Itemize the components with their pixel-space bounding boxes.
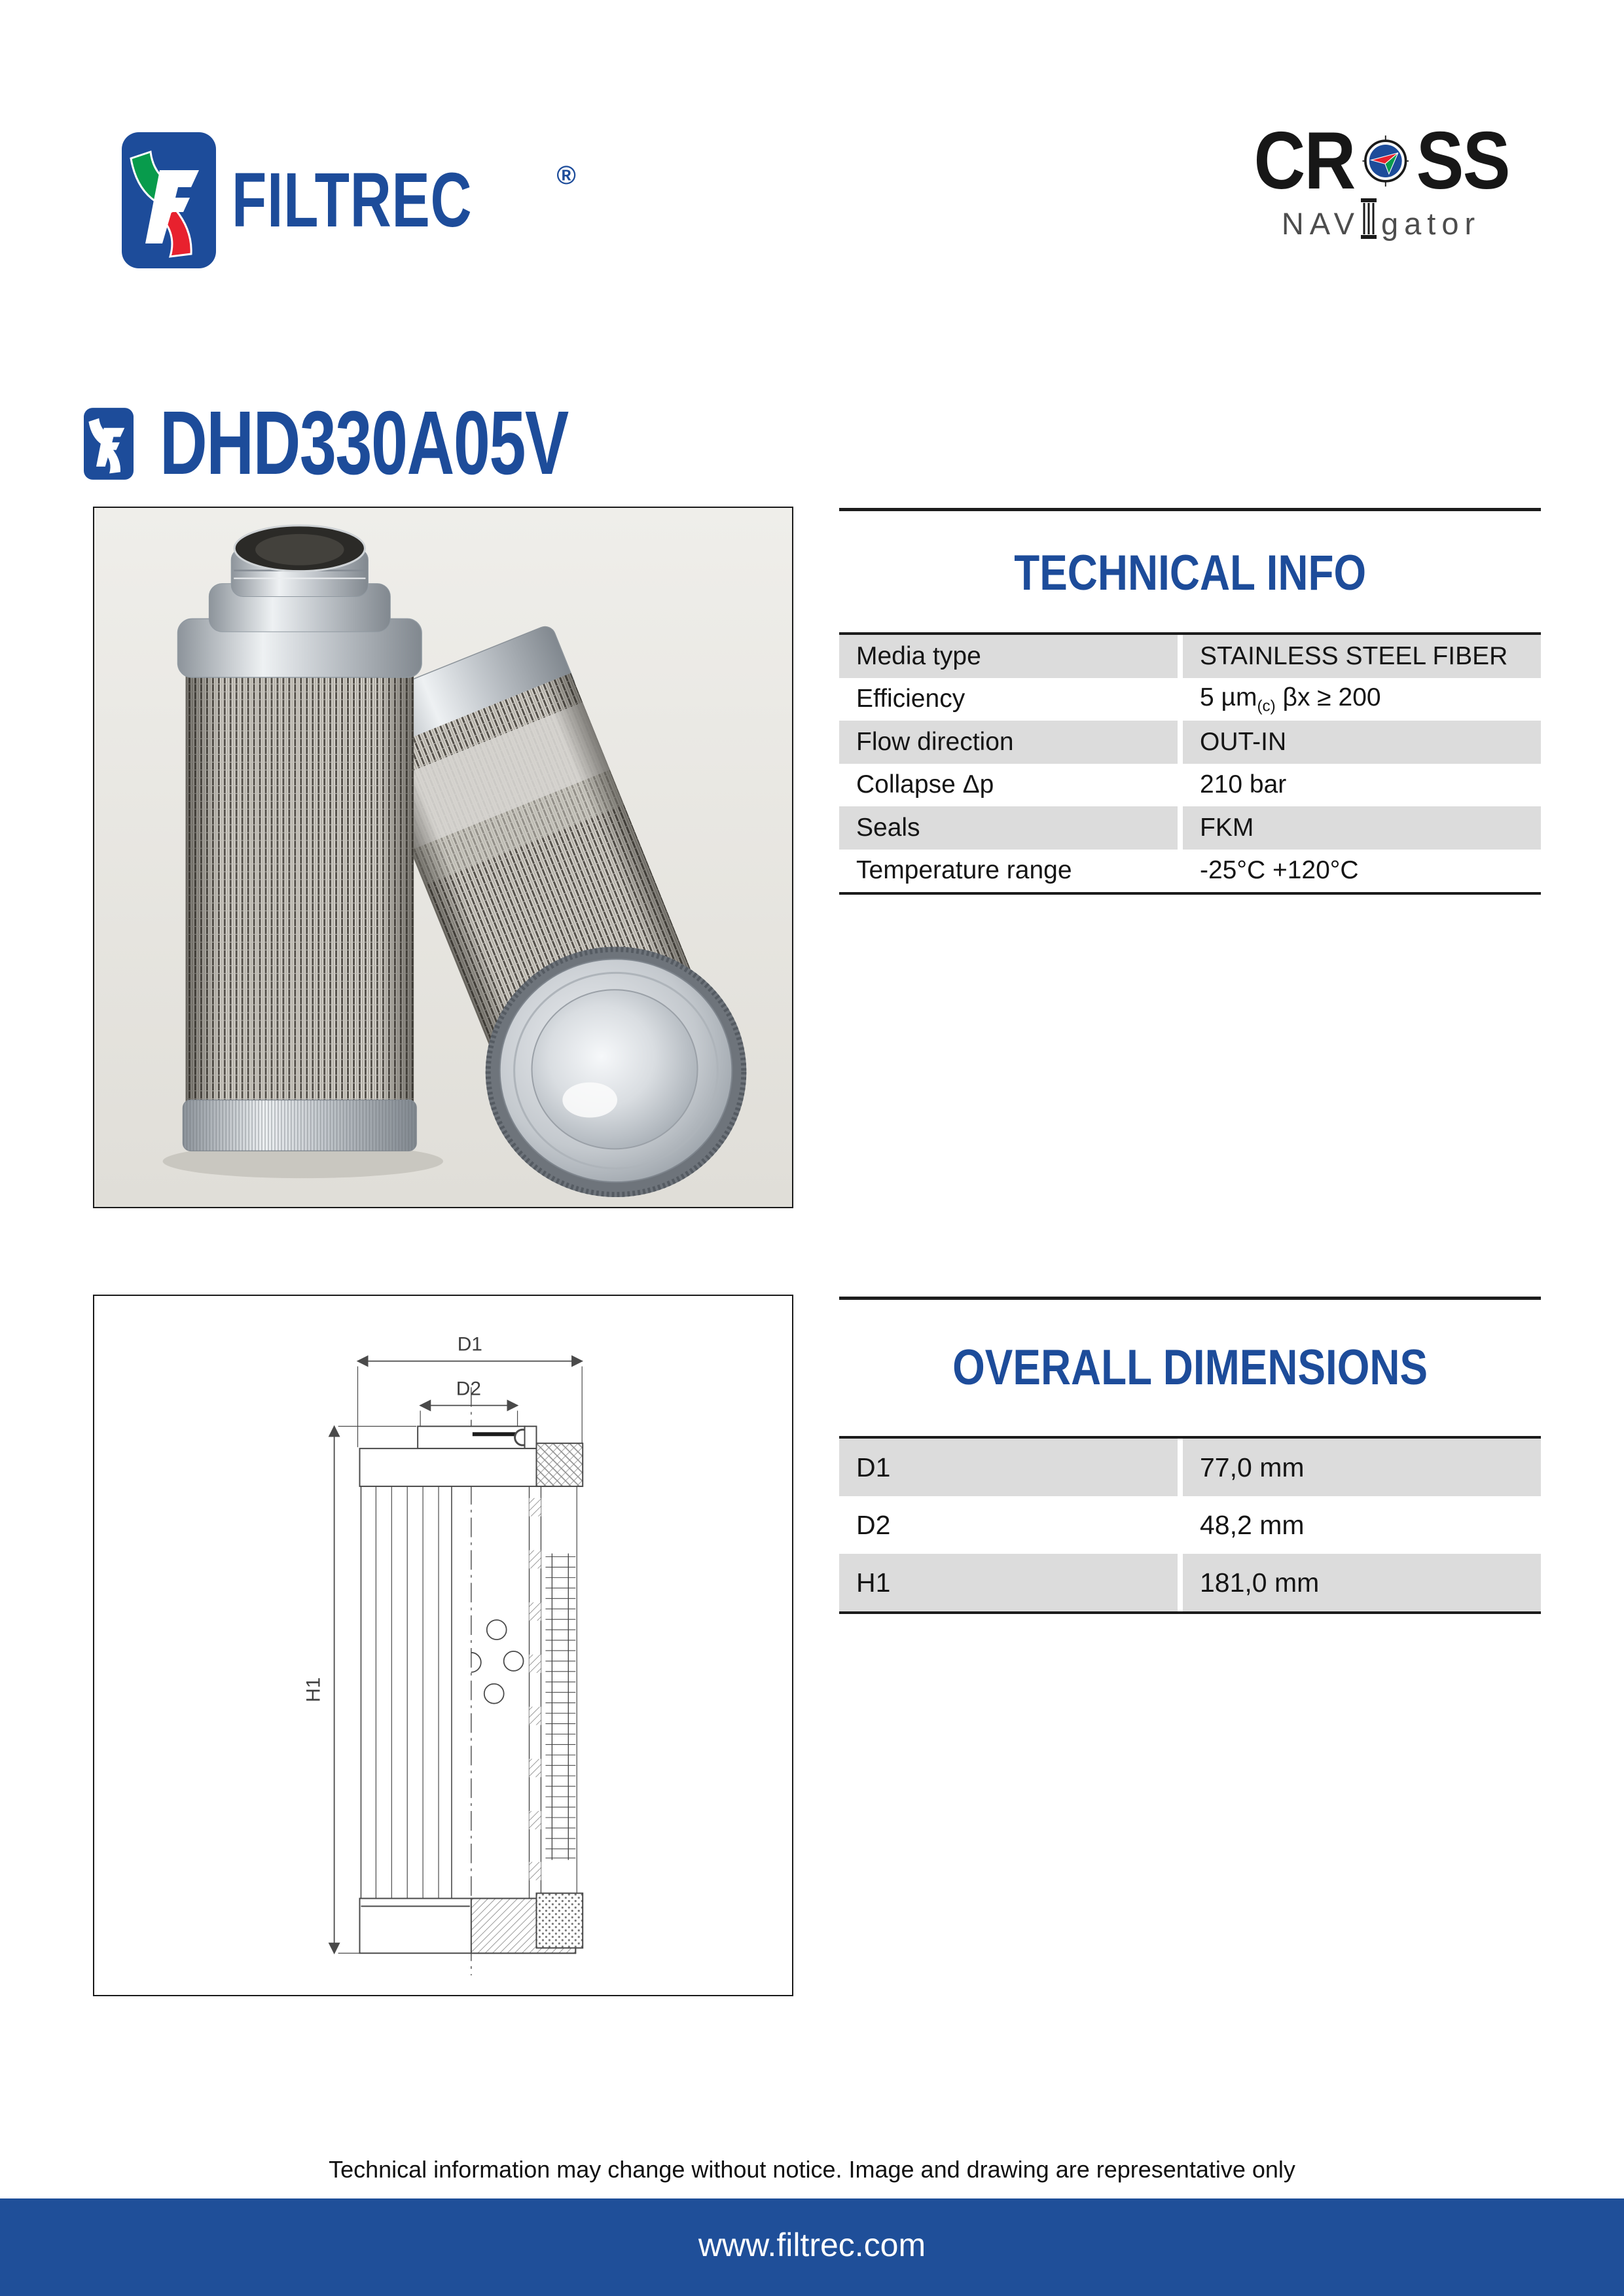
- row-value: STAINLESS STEEL FIBER: [1183, 635, 1541, 678]
- technical-info-table: [839, 632, 1541, 895]
- technical-drawing: [93, 1295, 793, 1996]
- table-row: [839, 764, 1541, 807]
- footer-bar: [0, 2198, 1624, 2296]
- row-label: D2: [856, 1509, 891, 1540]
- table-row: [839, 1496, 1541, 1554]
- row-value: 5 µm$_{(c)}$ βx ≥ 200: [1200, 683, 1381, 715]
- row-label: Efficiency: [856, 685, 965, 713]
- row-label: H1: [839, 1554, 1178, 1611]
- row-value: 210 bar: [1200, 770, 1287, 799]
- row-value: 181,0 mm: [1183, 1554, 1541, 1611]
- overall-dimensions-table: [839, 1436, 1541, 1614]
- dim-label-d2: D2: [456, 1378, 481, 1400]
- row-value: -25°C +120°C: [1200, 856, 1359, 885]
- table-row: [839, 635, 1541, 678]
- row-label: Seals: [839, 806, 1178, 850]
- row-label: D1: [839, 1439, 1178, 1496]
- filtrec-logo: [122, 132, 576, 268]
- dim-label-h1: H1: [302, 1677, 325, 1702]
- tilted-filter-endcap: [486, 946, 747, 1197]
- row-label: Media type: [839, 635, 1178, 678]
- filter-element-photo: [94, 508, 792, 1207]
- product-photo: [93, 507, 793, 1208]
- cross-sub-left: NAV: [1281, 206, 1360, 241]
- section-rule: [839, 1297, 1541, 1300]
- table-row: [839, 721, 1541, 764]
- row-value: FKM: [1183, 806, 1541, 850]
- upright-filter: [163, 526, 443, 1178]
- row-label: Collapse Δp: [856, 770, 994, 799]
- product-title: [84, 391, 719, 495]
- column-icon: [1360, 198, 1377, 239]
- section-rule: [839, 508, 1541, 511]
- product-mark-icon: [84, 407, 134, 480]
- row-value: 48,2 mm: [1200, 1509, 1305, 1540]
- row-label: Temperature range: [856, 856, 1072, 885]
- compass-icon: [1362, 125, 1409, 197]
- registered-mark: ®: [556, 160, 576, 190]
- row-value: 77,0 mm: [1183, 1439, 1541, 1496]
- disclaimer-text: Technical information may change without notice. Image and drawing are representative only: [329, 2156, 1295, 2183]
- cross-navigator-logo: [1247, 115, 1515, 242]
- table-row: [839, 678, 1541, 721]
- technical-info-title: TECHNICAL INFO: [1014, 545, 1366, 601]
- cross-word-left: CR: [1254, 116, 1355, 206]
- dim-label-d1: D1: [457, 1333, 482, 1355]
- website-link[interactable]: www.filtrec.com: [698, 2227, 926, 2263]
- table-row: [839, 850, 1541, 893]
- table-row: [839, 806, 1541, 850]
- cross-word-right: SS: [1416, 116, 1509, 206]
- cross-sub-right: gator: [1381, 206, 1481, 241]
- dimension-drawing: [94, 1296, 792, 1995]
- brand-name: FILTREC: [232, 157, 473, 243]
- row-value: OUT-IN: [1183, 721, 1541, 764]
- table-row: [839, 1554, 1541, 1611]
- row-label: Flow direction: [839, 721, 1178, 764]
- product-code: DHD330A05V: [160, 393, 568, 493]
- table-row: [839, 1439, 1541, 1496]
- overall-dimensions-title: OVERALL DIMENSIONS: [952, 1340, 1428, 1395]
- filtrec-logo-icon: [122, 132, 216, 268]
